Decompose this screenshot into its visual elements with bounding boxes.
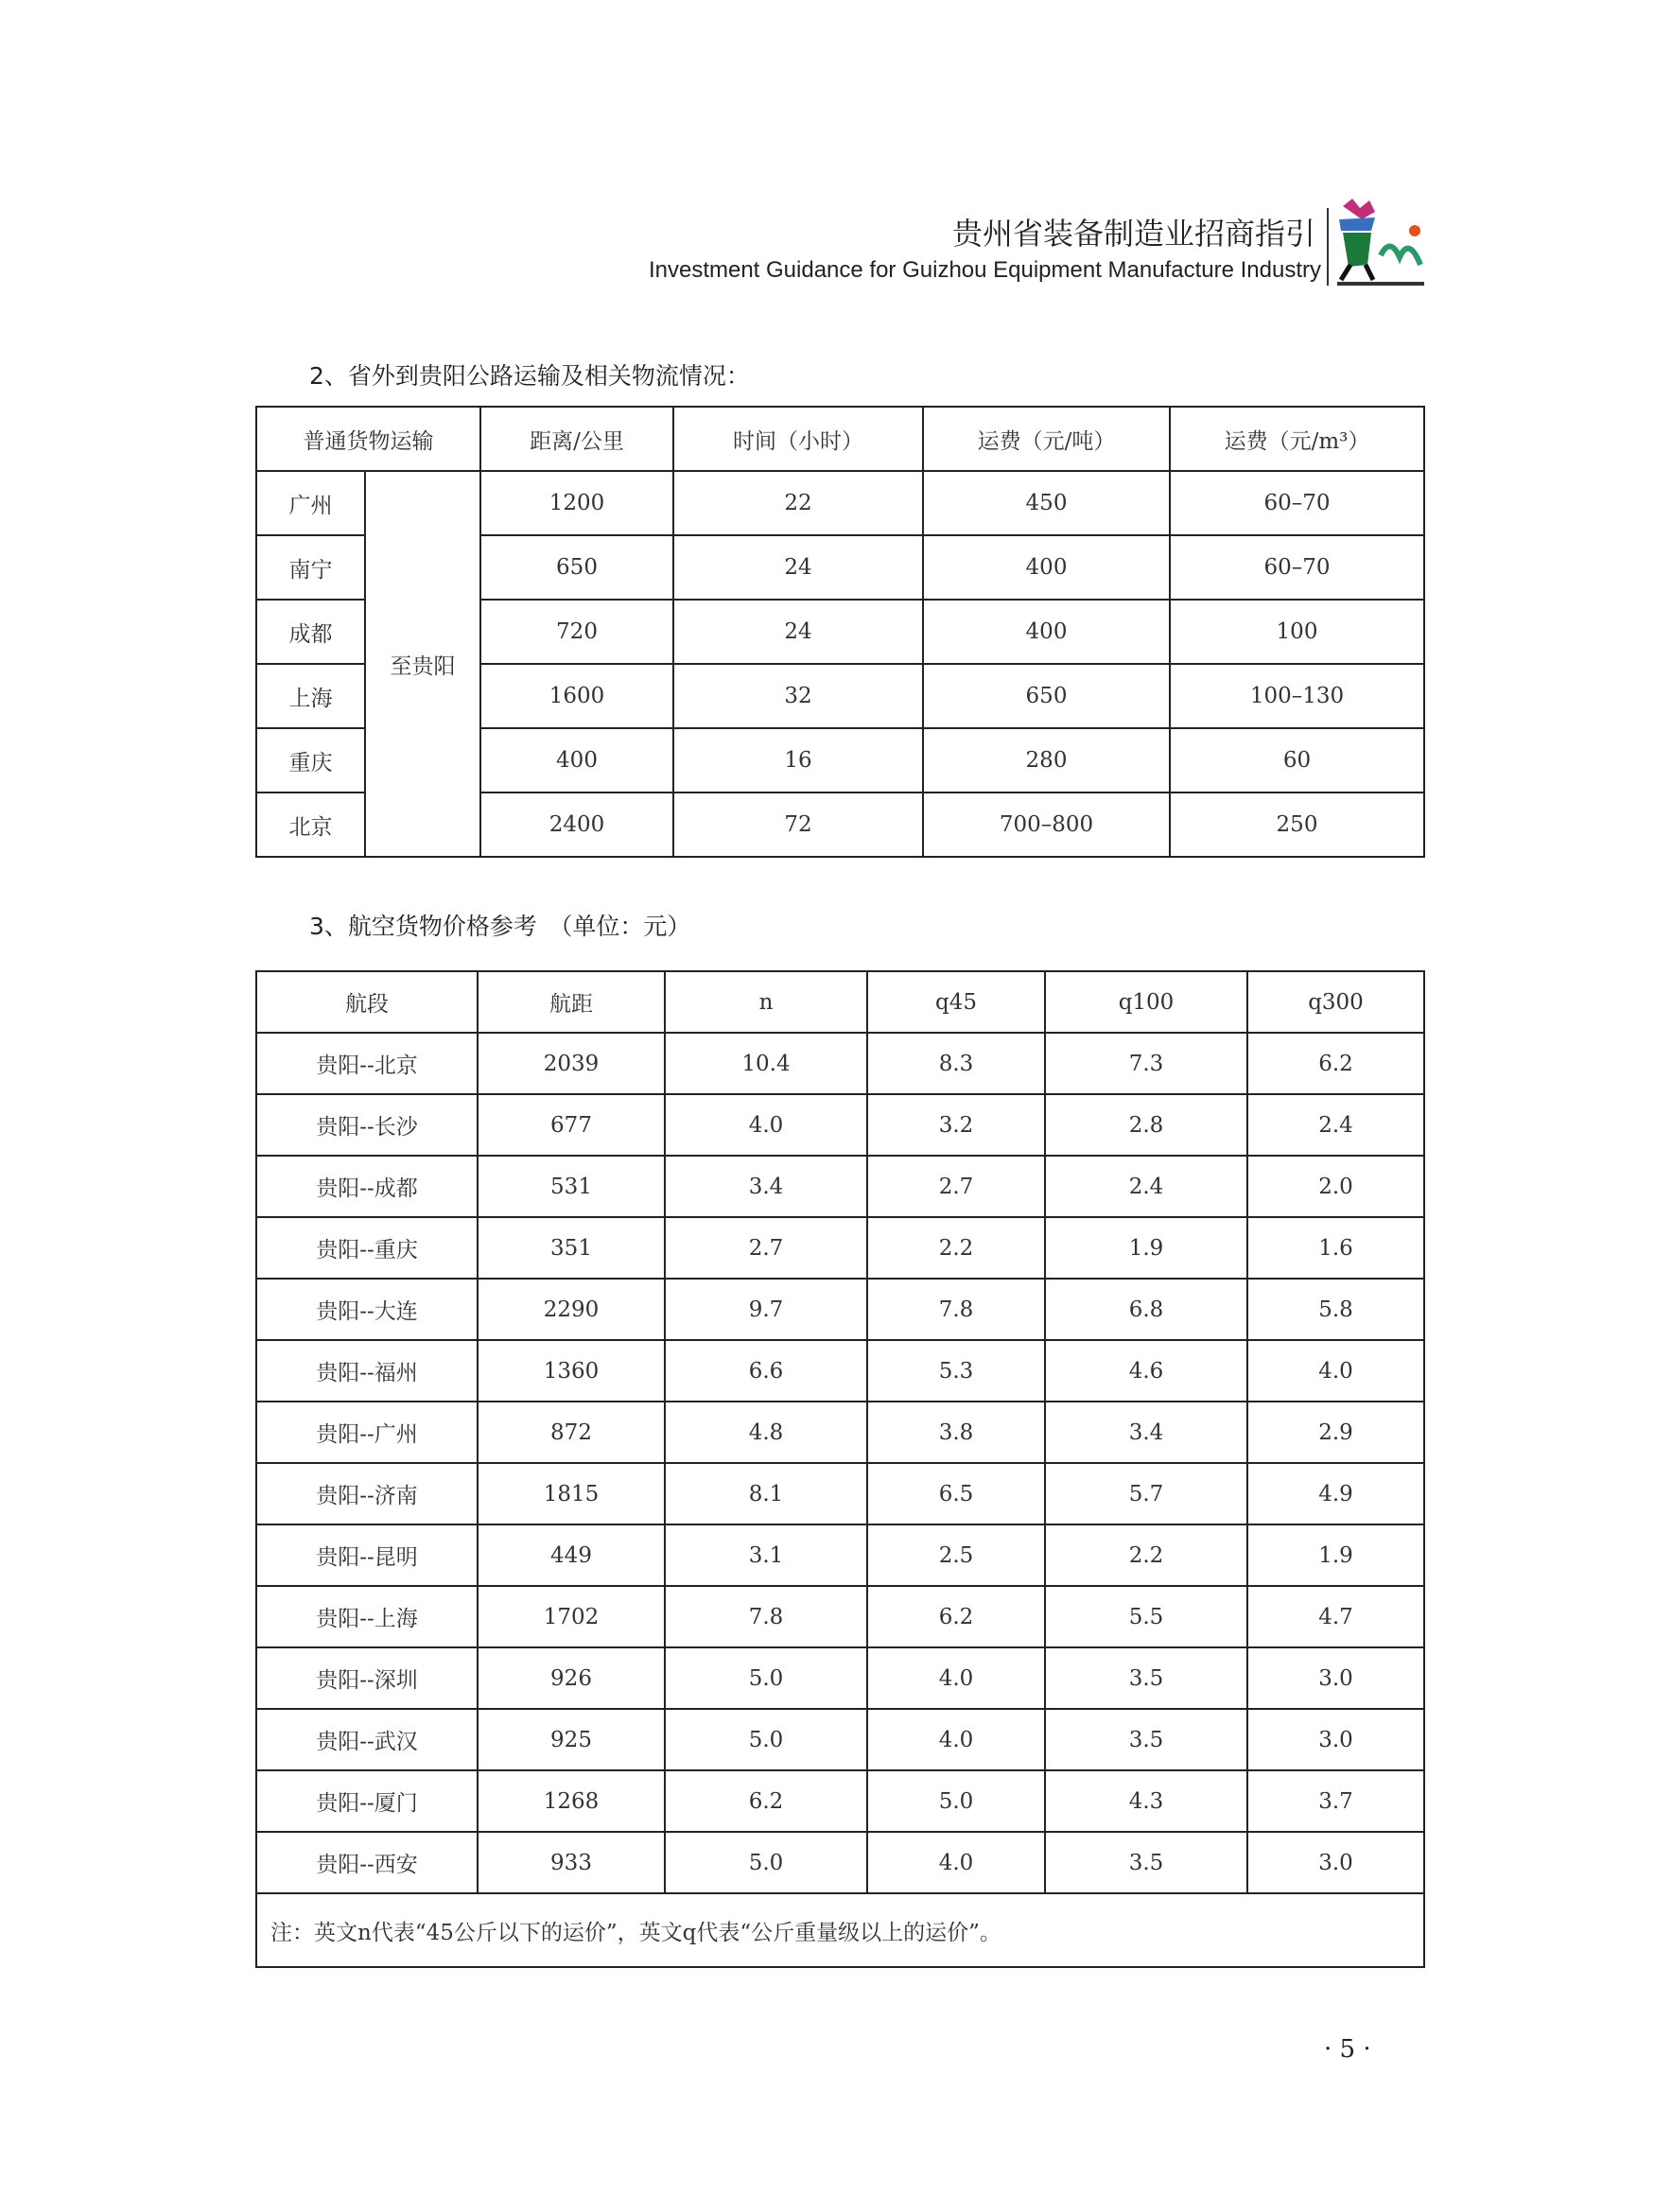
data-cell: 100–130: [1170, 664, 1424, 728]
data-cell: 531: [478, 1156, 665, 1217]
route-cell: 贵阳--昆明: [256, 1524, 478, 1586]
table-row: [256, 1217, 1424, 1279]
air-freight-table: [255, 970, 1425, 1968]
data-cell: 4.0: [665, 1094, 867, 1156]
data-cell: 3.4: [1045, 1402, 1247, 1463]
table-row: [256, 1770, 1424, 1832]
section-3-title: 3、航空货物价格参考 （单位：元）: [309, 913, 691, 940]
origin-cell: 上海: [256, 664, 365, 728]
data-cell: 6.5: [867, 1463, 1045, 1524]
table-row: [256, 1033, 1424, 1094]
data-cell: 925: [478, 1709, 665, 1770]
origin-cell: 南宁: [256, 535, 365, 600]
data-cell: 926: [478, 1647, 665, 1709]
data-cell: 9.7: [665, 1279, 867, 1340]
data-cell: 2.4: [1247, 1094, 1424, 1156]
route-cell: 贵阳--厦门: [256, 1770, 478, 1832]
data-cell: 5.3: [867, 1340, 1045, 1402]
data-cell: 250: [1170, 792, 1424, 857]
data-cell: 2039: [478, 1033, 665, 1094]
data-cell: 60–70: [1170, 535, 1424, 600]
route-cell: 贵阳--西安: [256, 1832, 478, 1893]
data-cell: 8.1: [665, 1463, 867, 1524]
data-cell: 2.2: [1045, 1524, 1247, 1586]
data-cell: 280: [923, 728, 1170, 792]
table-row: [256, 1402, 1424, 1463]
data-cell: 2.7: [867, 1156, 1045, 1217]
data-cell: 7.8: [867, 1279, 1045, 1340]
data-cell: 400: [923, 535, 1170, 600]
data-cell: 5.8: [1247, 1279, 1424, 1340]
data-cell: 4.9: [1247, 1463, 1424, 1524]
data-cell: 2.7: [665, 1217, 867, 1279]
route-cell: 贵阳--福州: [256, 1340, 478, 1402]
header-cell: q100: [1045, 971, 1247, 1033]
table-row: [256, 1832, 1424, 1893]
table-row: [256, 1156, 1424, 1217]
data-cell: 3.0: [1247, 1709, 1424, 1770]
header-divider: [1327, 208, 1329, 286]
guizhou-logo-icon: [1333, 199, 1428, 288]
table-row: [256, 1586, 1424, 1647]
data-cell: 3.5: [1045, 1832, 1247, 1893]
origin-cell: 广州: [256, 471, 365, 535]
header-cell: q300: [1247, 971, 1424, 1033]
data-cell: 4.0: [867, 1709, 1045, 1770]
table-row: [256, 1709, 1424, 1770]
route-cell: 贵阳--重庆: [256, 1217, 478, 1279]
data-cell: 5.7: [1045, 1463, 1247, 1524]
table-row: [256, 471, 1424, 535]
data-cell: 16: [673, 728, 923, 792]
table-note: 注：英文n代表“45公斤以下的运价”，英文q代表“公斤重量级以上的运价”。: [256, 1893, 1424, 1967]
data-cell: 2.2: [867, 1217, 1045, 1279]
data-cell: 2.4: [1045, 1156, 1247, 1217]
data-cell: 1.9: [1247, 1524, 1424, 1586]
header-cell: 时间（小时）: [673, 407, 923, 471]
data-cell: 1702: [478, 1586, 665, 1647]
table-row: [256, 1340, 1424, 1402]
data-cell: 2.0: [1247, 1156, 1424, 1217]
header-title-cn: 贵州省装备制造业招商指引: [951, 216, 1315, 252]
data-cell: 450: [923, 471, 1170, 535]
data-cell: 3.4: [665, 1156, 867, 1217]
data-cell: 32: [673, 664, 923, 728]
data-cell: 4.7: [1247, 1586, 1424, 1647]
data-cell: 700–800: [923, 792, 1170, 857]
route-cell: 贵阳--广州: [256, 1402, 478, 1463]
data-cell: 3.8: [867, 1402, 1045, 1463]
road-transport-table: [255, 406, 1425, 858]
data-cell: 6.2: [1247, 1033, 1424, 1094]
data-cell: 1200: [480, 471, 673, 535]
data-cell: 400: [923, 600, 1170, 664]
data-cell: 3.5: [1045, 1647, 1247, 1709]
data-cell: 5.0: [665, 1647, 867, 1709]
data-cell: 3.0: [1247, 1832, 1424, 1893]
origin-cell: 成都: [256, 600, 365, 664]
header-cell: 航段: [256, 971, 478, 1033]
route-cell: 贵阳--深圳: [256, 1647, 478, 1709]
data-cell: 6.2: [665, 1770, 867, 1832]
data-cell: 6.6: [665, 1340, 867, 1402]
data-cell: 4.8: [665, 1402, 867, 1463]
data-cell: 1815: [478, 1463, 665, 1524]
data-cell: 60–70: [1170, 471, 1424, 535]
data-cell: 2.5: [867, 1524, 1045, 1586]
table-row: [256, 1524, 1424, 1586]
data-cell: 720: [480, 600, 673, 664]
data-cell: 100: [1170, 600, 1424, 664]
table-header-row: [256, 971, 1424, 1033]
data-cell: 2.9: [1247, 1402, 1424, 1463]
route-cell: 贵阳--长沙: [256, 1094, 478, 1156]
data-cell: 22: [673, 471, 923, 535]
data-cell: 4.3: [1045, 1770, 1247, 1832]
data-cell: 650: [923, 664, 1170, 728]
section-2-title: 2、省外到贵阳公路运输及相关物流情况：: [309, 362, 750, 390]
data-cell: 5.0: [665, 1709, 867, 1770]
data-cell: 3.2: [867, 1094, 1045, 1156]
data-cell: 24: [673, 535, 923, 600]
origin-cell: 北京: [256, 792, 365, 857]
route-cell: 贵阳--大连: [256, 1279, 478, 1340]
table-row: [256, 1094, 1424, 1156]
data-cell: 400: [480, 728, 673, 792]
data-cell: 1.9: [1045, 1217, 1247, 1279]
data-cell: 10.4: [665, 1033, 867, 1094]
data-cell: 2400: [480, 792, 673, 857]
data-cell: 4.0: [867, 1647, 1045, 1709]
data-cell: 5.5: [1045, 1586, 1247, 1647]
header-cell: 航距: [478, 971, 665, 1033]
data-cell: 1360: [478, 1340, 665, 1402]
data-cell: 677: [478, 1094, 665, 1156]
data-cell: 3.7: [1247, 1770, 1424, 1832]
route-cell: 贵阳--成都: [256, 1156, 478, 1217]
header-cell: q45: [867, 971, 1045, 1033]
data-cell: 4.6: [1045, 1340, 1247, 1402]
data-cell: 449: [478, 1524, 665, 1586]
data-cell: 1268: [478, 1770, 665, 1832]
header-cell: 运费（元/m³）: [1170, 407, 1424, 471]
origin-cell: 重庆: [256, 728, 365, 792]
data-cell: 650: [480, 535, 673, 600]
data-cell: 4.0: [867, 1832, 1045, 1893]
header-cell: 距离/公里: [480, 407, 673, 471]
route-cell: 贵阳--武汉: [256, 1709, 478, 1770]
table-header-row: [256, 407, 1424, 471]
data-cell: 1.6: [1247, 1217, 1424, 1279]
data-cell: 5.0: [665, 1832, 867, 1893]
note-row: [256, 1893, 1424, 1967]
data-cell: 24: [673, 600, 923, 664]
data-cell: 5.0: [867, 1770, 1045, 1832]
header-cell: 运费（元/吨）: [923, 407, 1170, 471]
data-cell: 3.0: [1247, 1647, 1424, 1709]
data-cell: 6.8: [1045, 1279, 1247, 1340]
data-cell: 351: [478, 1217, 665, 1279]
data-cell: 6.2: [867, 1586, 1045, 1647]
data-cell: 2.8: [1045, 1094, 1247, 1156]
table-row: [256, 1463, 1424, 1524]
route-cell: 贵阳--上海: [256, 1586, 478, 1647]
data-cell: 872: [478, 1402, 665, 1463]
header-title-en: Investment Guidance for Guizhou Equipment Manufacture Industry: [648, 257, 1321, 283]
table-row: [256, 1647, 1424, 1709]
page-number: · 5 ·: [1324, 2035, 1371, 2064]
route-cell: 贵阳--济南: [256, 1463, 478, 1524]
data-cell: 60: [1170, 728, 1424, 792]
data-cell: 7.8: [665, 1586, 867, 1647]
data-cell: 4.0: [1247, 1340, 1424, 1402]
data-cell: 72: [673, 792, 923, 857]
data-cell: 1600: [480, 664, 673, 728]
data-cell: 8.3: [867, 1033, 1045, 1094]
data-cell: 3.1: [665, 1524, 867, 1586]
destination-cell: 至贵阳: [365, 471, 480, 857]
data-cell: 2290: [478, 1279, 665, 1340]
route-cell: 贵阳--北京: [256, 1033, 478, 1094]
data-cell: 933: [478, 1832, 665, 1893]
table-row: [256, 1279, 1424, 1340]
header-cell: 普通货物运输: [256, 407, 480, 471]
data-cell: 7.3: [1045, 1033, 1247, 1094]
header-cell: n: [665, 971, 867, 1033]
data-cell: 3.5: [1045, 1709, 1247, 1770]
